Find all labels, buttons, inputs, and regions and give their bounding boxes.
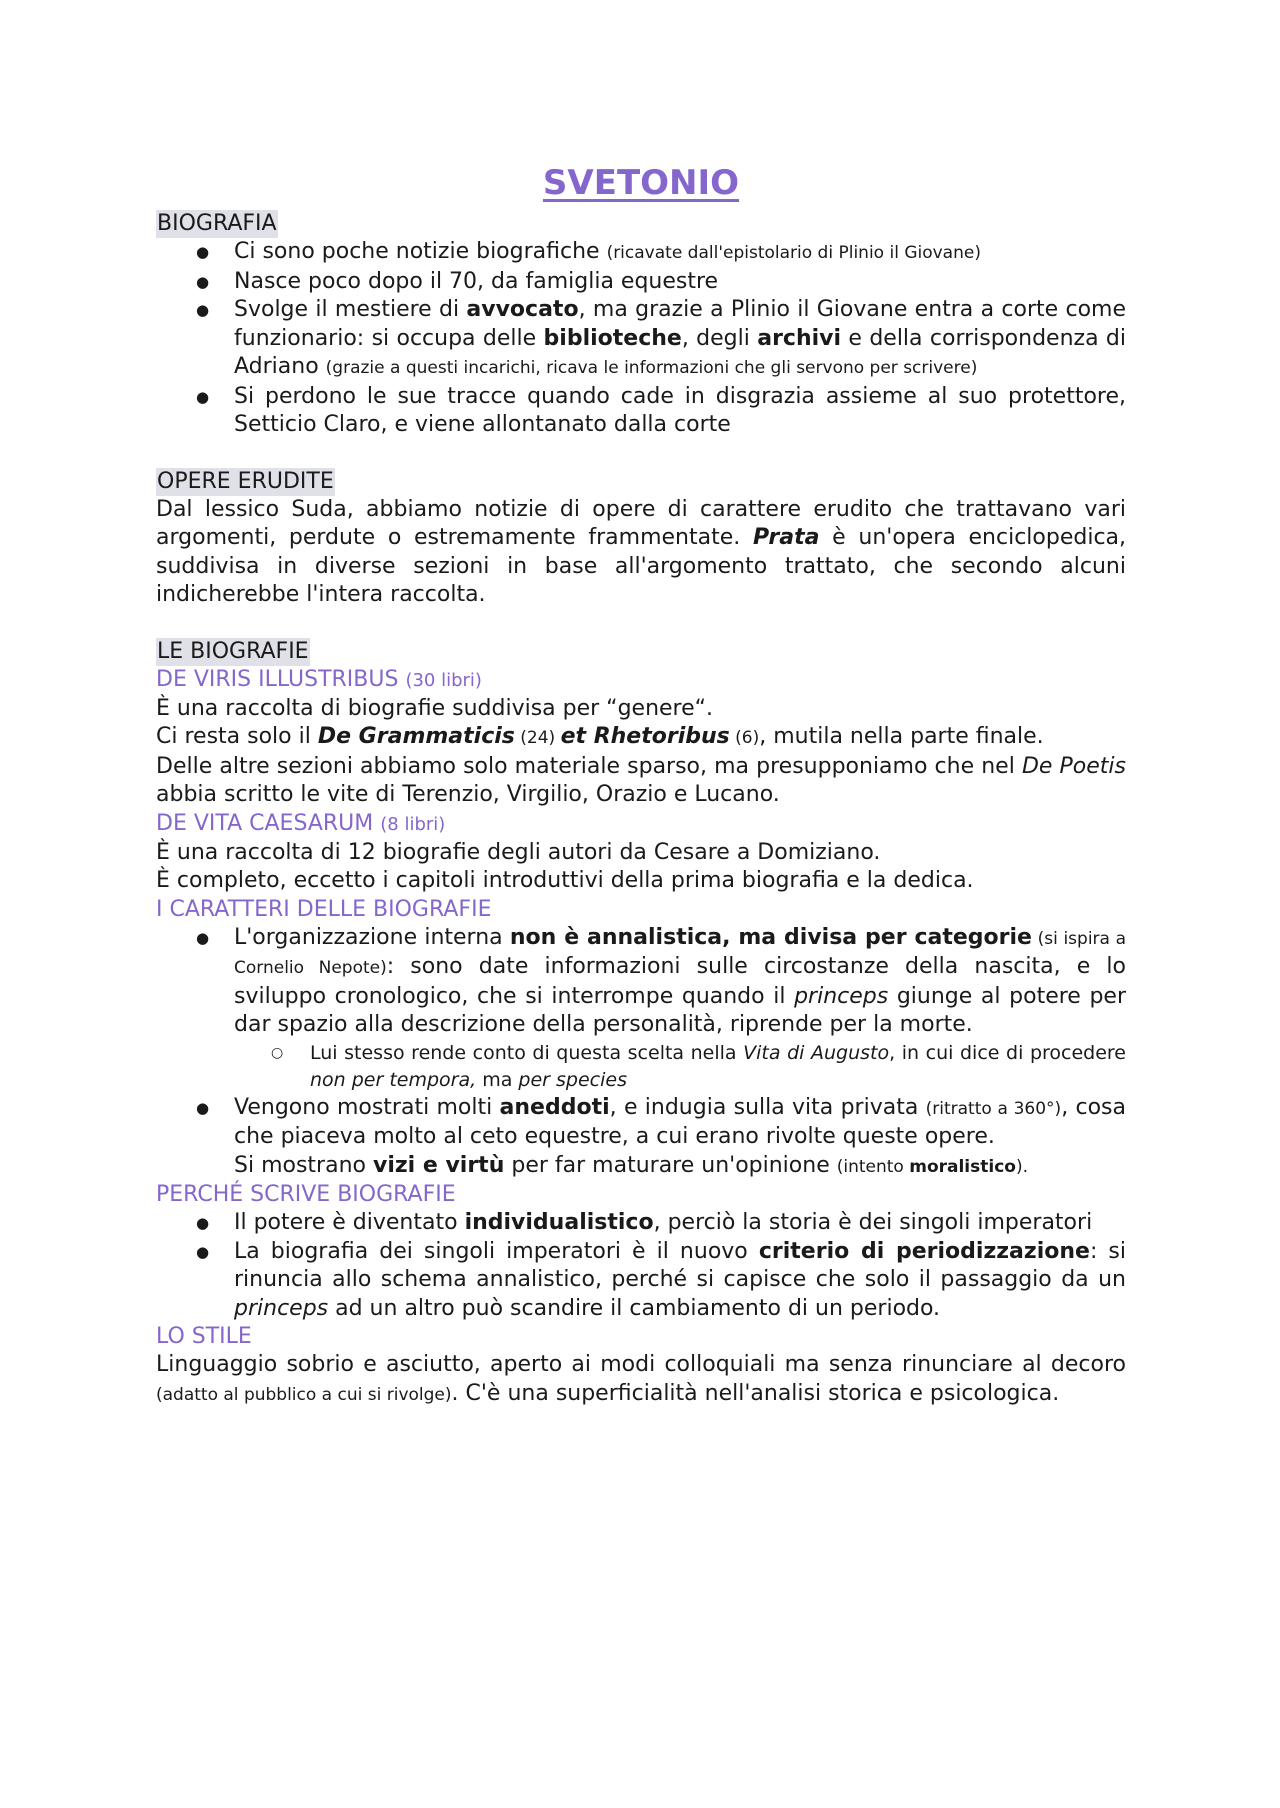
list-item: ● Si perdono le sue tracce quando cade in disgrazia assieme al suo protettore, Setticio Claro, e viene allontanato dalla corte — [156, 383, 1126, 440]
subheading-de-viris: DE VIRIS ILLUSTRIBUS (30 libri) — [156, 666, 482, 692]
list-item: ○ Lui stesso rende conto di questa scelta nella Vita di Augusto, in cui dice di procedere non per tempora, ma per species — [156, 1040, 1126, 1094]
sub-list — [234, 1040, 1126, 1094]
paragraph: È una raccolta di biografie suddivisa per “genere“. — [156, 695, 714, 721]
paragraph-opere: Dal lessico Suda, abbiamo notizie di opere di carattere erudito che trattavano vari argomenti, perdute o estremamente frammentate. Prata è un'opera enciclopedica, suddivisa in diverse sezioni in base all'argomento trattato, che secondo alcuni indicherebbe l'intera raccolta. — [156, 496, 1127, 607]
paragraph: È una raccolta di 12 biografie degli autori da Cesare a Domiziano. — [156, 839, 881, 865]
paragraph: Ci resta solo il De Grammaticis (24) et Rhetoribus (6), mutila nella parte finale. — [156, 724, 1044, 749]
subheading-perche: PERCHÉ SCRIVE BIOGRAFIE — [156, 1182, 456, 1207]
section-heading-opere: OPERE ERUDITE — [157, 468, 334, 494]
paragraph-stile: Linguaggio sobrio e asciutto, aperto ai modi colloquiali ma senza rinunciare al decoro (adatto al pubblico a cui si rivolge). C'è una superficialità nell'analisi storica e psicologica. — [156, 1352, 1126, 1406]
list-item: ● Il potere è diventato individualistico, perciò la storia è dei singoli imperatori — [156, 1209, 1126, 1238]
list-item: ● La biografia dei singoli imperatori è il nuovo criterio di periodizzazione: si rinuncia allo schema annalistico, perché si capisce che solo il passaggio da un princeps ad un altro può scandire il cambiamento di un periodo. — [156, 1238, 1126, 1324]
paragraph: È completo, eccetto i capitoli introduttivi della prima biografia e la dedica. — [156, 868, 974, 893]
list-item: ● L'organizzazione interna non è annalistica, ma divisa per categorie (si ispira a Cornelio Nepote): sono date informazioni sulle circostanze della nascita, e lo sviluppo cronologico, che si interrompe quando il princeps giunge al potere per dar spazio alla descrizione della personalità, riprende per la morte. ○ Lui stesso rende conto di questa scelta nella Vita di Augusto, in cui dice di procedere non per tempora, ma per species — [156, 924, 1126, 1094]
list-item: ● Svolge il mestiere di avvocato, ma grazie a Plinio il Giovane entra a corte come funzionario: si occupa delle biblioteche, degli archivi e della corrispondenza di Adriano (grazie a questi incarichi, ricava le informazioni che gli servono per scrivere) — [156, 296, 1126, 383]
section-heading-biografie: LE BIOGRAFIE — [157, 638, 309, 664]
document-content — [156, 160, 1126, 1409]
subheading-de-vita: DE VITA CAESARUM (8 libri) — [156, 810, 446, 836]
perche-list — [156, 1209, 1126, 1323]
list-item: ● Vengono mostrati molti aneddoti, e indugia sulla vita privata (ritratto a 360°), cosa che piaceva molto al ceto equestre, a cui erano rivolte queste opere. Si mostrano vizi e virtù per far maturare un'opinione (intento moralistico). — [156, 1094, 1126, 1182]
list-item: ● Ci sono poche notizie biografiche (ricavate dall'epistolario di Plinio il Giovane) — [156, 238, 1126, 268]
page-title: SVETONIO — [542, 163, 740, 203]
paragraph: Delle altre sezioni abbiamo solo materiale sparso, ma presupponiamo che nel De Poetis abbia scritto le vite di Terenzio, Virgilio, Orazio e Lucano. — [156, 753, 1126, 807]
biografia-list — [156, 238, 1126, 440]
list-item: ● Nasce poco dopo il 70, da famiglia equestre — [156, 268, 1126, 297]
caratteri-list — [156, 924, 1126, 1182]
subheading-caratteri: I CARATTERI DELLE BIOGRAFIE — [156, 896, 492, 922]
section-heading-biografia: BIOGRAFIA — [157, 211, 277, 236]
subheading-stile: LO STILE — [156, 1324, 252, 1349]
